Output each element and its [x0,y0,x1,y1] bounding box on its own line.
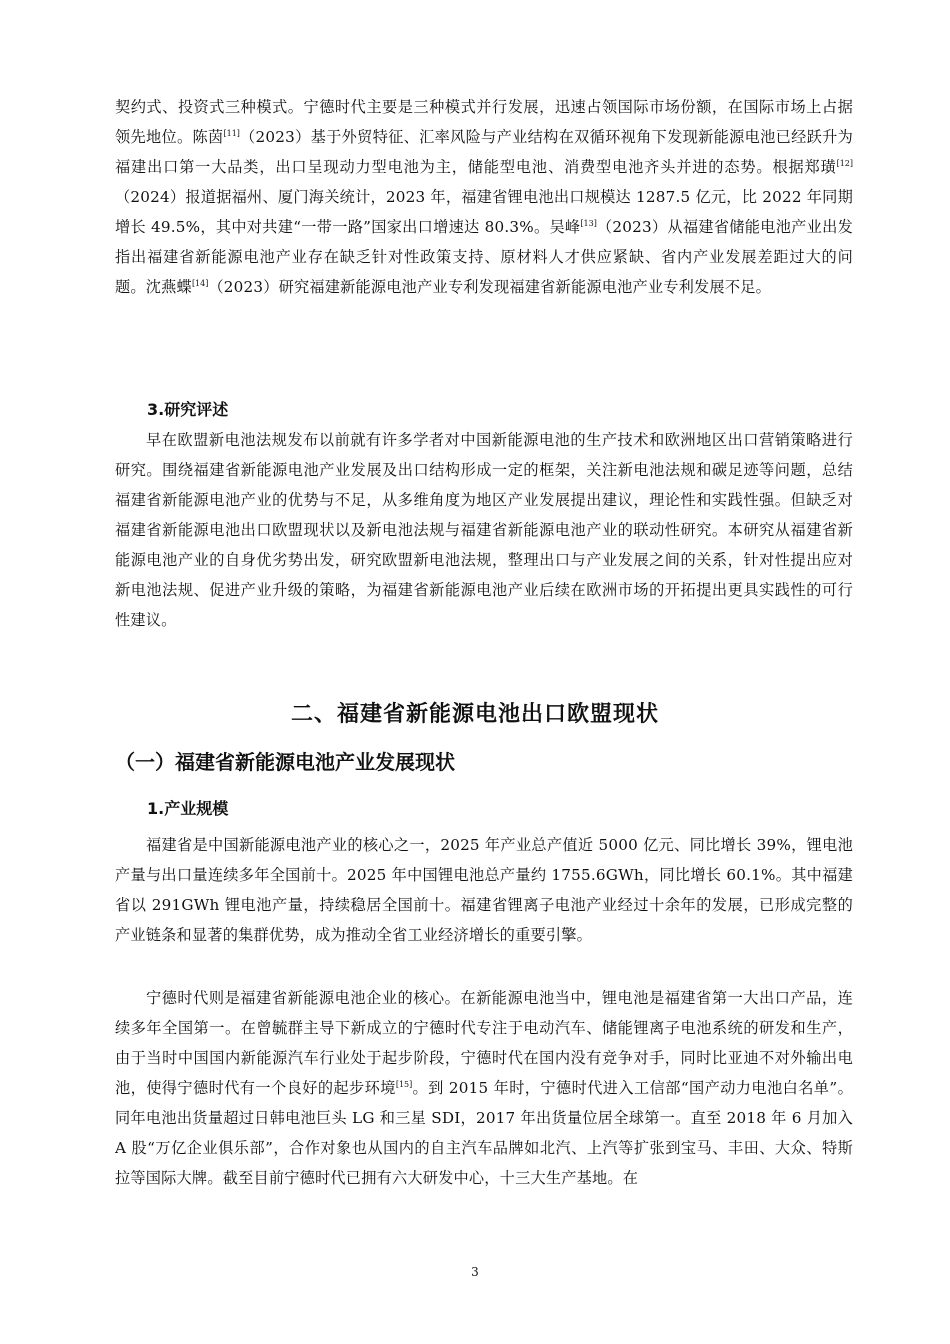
subheading-industry-scale: 1.产业规模 [147,799,229,818]
subsection-title: （一）福建省新能源电池产业发展现状 [115,750,455,774]
subheading-research-review: 3.研究评述 [147,400,229,419]
citation-ref: [12] [836,159,853,168]
citation-ref: [15] [395,1080,413,1089]
section-title: 二、福建省新能源电池出口欧盟现状 [290,702,659,727]
paragraph-text: （2023）基于外贸特征、汇率风险与产业结构在双循环视角下发现新能源电池已经跃升为福建出口第一大品类，出口呈现动力型电池为主，储能型电池、消费型电池齐头并进的态势。根据郑璜 [115,128,853,176]
page-number: 3 [471,1265,479,1279]
body-paragraph-catl [115,983,853,1193]
citation-ref: [13] [580,219,597,228]
body-paragraph-review: 早在欧盟新电池法规发布以前就有许多学者对中国新能源电池的生产技术和欧洲地区出口营销策略进行研究。围绕福建省新能源电池产业发展及出口结构形成一定的框架，关注新电池法规和碳足迹等问题，总结福建省新能源电池产业的优势与不足，从多维角度为地区产业发展提出建议，理论性和实践性强。但缺乏对福建省新能源电池出口欧盟现状以及新电池法规与福建省新能源电池产业的联动性研究。本研究从福建省新能源电池产业的自身优劣势出发，研究欧盟新电池法规，整理出口与产业发展之间的关系，针对性提出应对新电池法规、促进产业升级的策略，为福建省新能源电池产业后续在欧洲市场的开拓提出更具实践性的可行性建议。 [115,431,853,629]
body-paragraph-scale: 福建省是中国新能源电池产业的核心之一，2025 年产业总产值近 5000 亿元、同比增长 39%，锂电池产量与出口量连续多年全国前十。2025 年中国锂电池总产量约 1755.6GWh，同比增长 60.1%。其中福建省以 291GWh 锂电池产量，持续稳居全国前十。福建省锂离子电池产业经过十余年的发展，已形成完整的产业链条和显著的集群优势，成为推动全省工业经济增长的重要引擎。 [115,836,853,944]
body-paragraph-literature [115,92,853,302]
paragraph-text: （2023）从福建省储能电池产业出发指出福建省新能源电池产业存在缺乏针对性政策支持、原材料人才供应紧缺、省内产业发展差距过大的问题。沈燕蝶 [115,218,853,296]
citation-ref: [11] [223,129,240,138]
citation-ref: [14] [191,279,209,288]
paragraph-text: （2024）报道据福州、厦门海关统计，2023 年，福建省锂电池出口规模达 1287.5 亿元，比 2022 年同期增长 49.5%，其中对共建“一带一路”国家出口增速达 80.3%。吴峰 [115,188,853,236]
paragraph-text: 宁德时代则是福建省新能源电池企业的核心。在新能源电池当中，锂电池是福建省第一大出口产品，连续多年全国第一。在曾毓群主导下新成立的宁德时代专注于电动汽车、储能锂离子电池系统的研发和生产，由于当时中国国内新能源汽车行业处于起步阶段，宁德时代在国内没有竞争对手，同时比亚迪不对外输出电池，使得宁德时代有一个良好的起步环境 [115,989,853,1097]
paragraph-text: （2023）研究福建新能源电池产业专利发现福建省新能源电池产业专利发展不足。 [208,278,771,296]
paragraph-text: 。到 2015 年时，宁德时代进入工信部“国产动力电池白名单”。同年电池出货量超过日韩电池巨头 LG 和三星 SDI，2017 年出货量位居全球第一。直至 2018 年 6 月加入 A 股“万亿企业俱乐部”，合作对象也从国内的自主汽车品牌如北汽、上汽等扩张到宝马、丰田、大众、特斯拉等国际大牌。截至目前宁德时代已拥有六大研发中心，十三大生产基地。在 [115,1079,853,1187]
paragraph-text: 契约式、投资式三种模式。宁德时代主要是三种模式并行发展，迅速占领国际市场份额，在国际市场上占据领先地位。陈茵 [115,98,853,146]
